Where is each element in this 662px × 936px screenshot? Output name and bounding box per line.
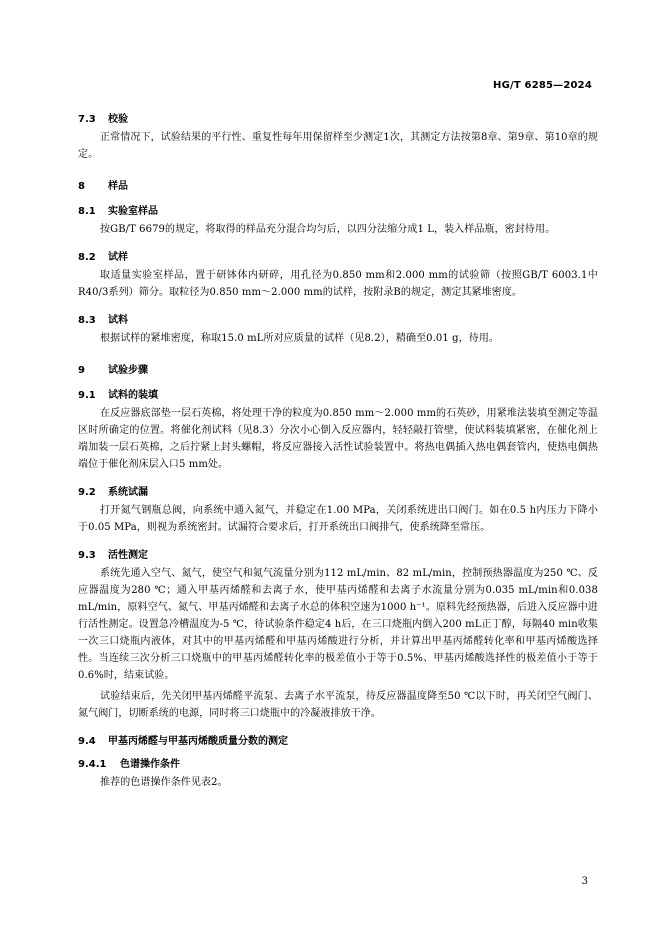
page-content (78, 110, 598, 791)
section-number: 9.1 (78, 390, 96, 401)
paragraph: 根据试样的紧堆密度，称取15.0 mL所对应质量的试样（见8.2），精确至0.01 g，待用。 (100, 333, 500, 344)
section-number: 8 (78, 181, 85, 192)
paragraph: 推荐的色谱操作条件见表2。 (100, 777, 228, 788)
document-code-header: HG/T 6285—2024 (493, 80, 592, 91)
section-title: 试样 (108, 252, 128, 263)
paragraph: 按GB/T 6679的规定，将取得的样品充分混合均匀后，以四分法缩分成1 L，装入样品瓶，密封待用。 (100, 224, 556, 235)
paragraph: 试验结束后，先关闭甲基丙烯醛平流泵、去离子水平流泵，待反应器温度降至50 ℃以下时，再关闭空气阀门、氮气阀门，切断系统的电源，同时将三口烧瓶中的冷凝液排放干净。 (78, 691, 598, 719)
section-title: 系统试漏 (108, 487, 148, 498)
section-8-3-heading (78, 311, 598, 326)
section-title: 试料的装填 (108, 390, 158, 401)
section-8-2-heading (78, 248, 598, 263)
section-title: 样品 (108, 181, 128, 192)
section-number: 8.1 (78, 206, 96, 217)
section-number: 9.3 (78, 550, 96, 561)
section-9-2-heading (78, 483, 598, 498)
section-9-4-heading (78, 732, 598, 747)
section-9-3-heading (78, 546, 598, 561)
section-title: 实验室样品 (108, 206, 158, 217)
section-title: 试料 (108, 315, 128, 326)
section-title: 活性测定 (108, 550, 148, 561)
section-8-1-heading (78, 202, 598, 217)
section-number: 9.4 (78, 736, 96, 747)
section-title: 色谱操作条件 (120, 759, 180, 770)
section-title: 试验步骤 (108, 365, 148, 376)
section-number: 9.2 (78, 487, 96, 498)
section-number: 9 (78, 365, 85, 376)
paragraph: 取适量实验室样品，置于研钵体内研碎，用孔径为0.850 mm和2.000 mm的试验筛（按照GB/T 6003.1中R40/3系列）筛分。取粒径为0.850 mm～2.000 mm的试样，按附录B的规定，测定其紧堆密度。 (78, 270, 598, 298)
paragraph: 在反应器底部垫一层石英棉，将处理干净的粒度为0.850 mm～2.000 mm的石英砂，用紧堆法装填至测定等温区时所确定的位置。将催化剂试料（见8.3）分次小心倒入反应器内，轻轻敲打管壁，使试料装填紧密，在催化剂上端加装一层石英棉，之后拧紧上封头螺帽，将反应器接入活性试验装置中。将热电偶插入热电偶套管内，使热电偶热端位于催化剂床层入口5 mm处。 (78, 408, 598, 470)
section-9-heading (78, 361, 598, 376)
section-number: 9.4.1 (78, 759, 107, 770)
section-number: 8.3 (78, 315, 96, 326)
section-number: 8.2 (78, 252, 96, 263)
paragraph: 系统先通入空气、氮气，使空气和氮气流量分别为112 mL/min、82 mL/min，控制预热器温度为250 ℃、反应器温度为280 ℃；通入甲基丙烯醛和去离子水，使甲基丙烯醛和去离子水流量分别为0.035 mL/min和0.038 mL/min，原料空气、氮气、甲基丙烯醛和去离子水总的体积空速为1000 h⁻¹。原料先经预热器，后进入反应器中进行活性测定。设置急冷槽温度为-5 ℃，待试验条件稳定4 h后，在三口烧瓶内倒入200 mL正丁醇，每隔40 min收集一次三口烧瓶内液体，对其中的甲基丙烯醛和甲基丙烯酸进行分析，并计算出甲基丙烯醛转化率和甲基丙烯酸选择性。当连续三次分析三口烧瓶中的甲基丙烯醛转化率的极差值小于等于0.5%、甲基丙烯酸选择性的极差值小于等于0.6%时，结束试验。 (78, 568, 598, 681)
paragraph: 正常情况下，试验结果的平行性、重复性每年用保留样至少测定1次，其测定方法按第8章、第9章、第10章的规定。 (78, 132, 598, 160)
paragraph: 打开氮气钢瓶总阀，向系统中通入氮气，并稳定在1.00 MPa，关闭系统进出口阀门。如在0.5 h内压力下降小于0.05 MPa，则视为系统密封。试漏符合要求后，打开系统出口阀排气，使系统降至常压。 (78, 505, 598, 533)
page-number: 3 (581, 876, 588, 887)
section-8-heading (78, 177, 598, 192)
section-title: 校验 (108, 114, 128, 125)
section-title: 甲基丙烯醛与甲基丙烯酸质量分数的测定 (108, 736, 288, 747)
section-7-3-heading (78, 110, 598, 125)
section-9-4-1-heading (78, 755, 598, 770)
section-number: 7.3 (78, 114, 96, 125)
section-9-1-heading (78, 386, 598, 401)
